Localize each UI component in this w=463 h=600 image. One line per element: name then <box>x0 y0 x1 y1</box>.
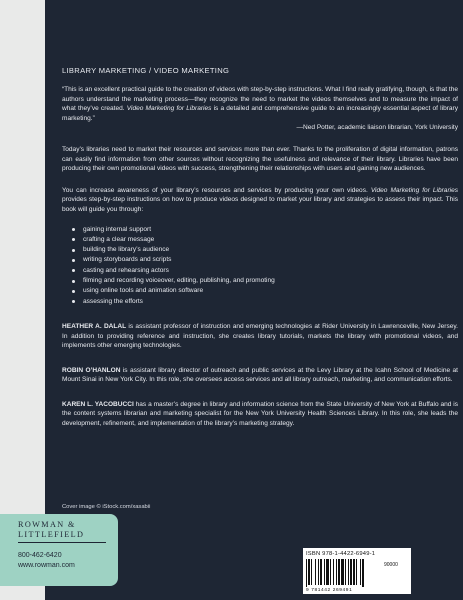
barcode-bar <box>308 559 310 585</box>
barcode-bar <box>338 559 340 585</box>
list-item: using online tools and animation software <box>72 286 458 296</box>
description-paragraph-2 <box>62 186 458 215</box>
barcode-bar <box>315 559 316 585</box>
list-item: writing storyboards and scripts <box>72 255 458 265</box>
author-bio <box>62 400 458 429</box>
topic-list <box>62 225 458 307</box>
barcode-bar <box>311 559 312 585</box>
publisher-box <box>0 514 118 586</box>
barcode-bar <box>345 559 346 585</box>
paragraph-2-text-1: You can increase awareness of your library’s resources and services by producing your own videos. <box>62 186 371 194</box>
barcode-bar <box>326 559 329 585</box>
cover-text <box>62 66 458 429</box>
category-label: LIBRARY MARKETING / VIDEO MARKETING <box>62 66 230 75</box>
publisher-url: www.rowman.com <box>18 562 75 569</box>
publisher-logo-line-1: ROWMAN & <box>18 520 76 529</box>
barcode-bar <box>330 559 331 585</box>
barcode-bar <box>341 559 344 585</box>
barcode-bar <box>336 559 337 585</box>
author-bio-text: has a master’s degree in library and information science from the State University of New York at Buffalo and is the content systems librarian and marketing specialist for the New York University Health Sciences Library. In this role, she leads the development, refinement, and implementation of the library’s marketing strategy. <box>62 400 458 428</box>
barcode-bar <box>333 559 334 585</box>
paragraph-2-text-2: provides step-by-step instructions on how to produce videos designed to market your library and strategies to assess their impact. This book will guide you through: <box>62 196 458 213</box>
paragraph-2-book-title: Video Marketing for Libraries <box>370 186 458 194</box>
quote-attribution: —Ned Potter, academic liaison librarian, York University <box>296 124 458 132</box>
price-code: 90000 <box>384 562 398 568</box>
dark-panel <box>45 0 463 600</box>
barcode-bar <box>353 559 355 585</box>
quote-text-2: is a detailed and comprehensive guide to an increasingly essential aspect of library marketing.” <box>62 105 458 122</box>
barcode-bar <box>360 559 361 585</box>
list-item: crafting a clear message <box>72 235 458 245</box>
publisher-divider <box>18 542 106 543</box>
barcode-bar <box>320 559 322 585</box>
barcode-bar <box>324 559 325 585</box>
barcode-bar <box>306 559 307 587</box>
list-item: building the library’s audience <box>72 245 458 255</box>
barcode-bar <box>356 559 357 585</box>
description-paragraph-1: Today’s libraries need to market their resources and services more than ever. Thanks to the proliferation of digital information, patrons can easily find information from other sources without recognizing the usefulness and relevance of their library. Libraries have been producing their own promotional videos with success, strengthening their relationships with users and gaining new audiences. <box>62 145 458 173</box>
author-bio-text: is assistant library director of outreach and public services at the Levy Library at the Icahn School of Medicine at Mount Sinai in New York City. In this role, she oversees access services and all library outreach, marketing, and communication efforts. <box>62 366 458 384</box>
author-name: KAREN L. YACOBUCCI <box>62 400 134 408</box>
publisher-phone: 800-462-6420 <box>18 552 62 559</box>
barcode-bar <box>318 559 319 585</box>
barcode-bar <box>348 559 349 585</box>
isbn-label: ISBN 978-1-4422-6949-1 <box>306 551 376 557</box>
barcode-icon <box>306 559 382 587</box>
author-name: HEATHER A. DALAL <box>62 322 127 330</box>
quote-text-1: “This is an excellent practical guide to the creation of videos with step-by-step instructions. What I find really gratifying, though, is that the authors understand the marketing process—they recognize the need to market the videos themselves and to measure the impact of what they’ve created. <box>62 86 458 113</box>
quote-book-title: Video Marketing for Libraries <box>126 105 212 113</box>
author-bio-text: is assistant professor of instruction and emerging technologies at Rider University in Lawrenceville, New Jersey. In addition to providing reference and instruction, she creates library tutorials, markets the library with promotional videos, and implements other emerging technologies. <box>62 322 458 350</box>
author-bio <box>62 366 458 385</box>
barcode-bar <box>350 559 352 585</box>
list-item: casting and rehearsing actors <box>72 266 458 276</box>
list-item: assessing the efforts <box>72 297 458 307</box>
author-bio <box>62 322 458 351</box>
endorsement-quote <box>62 85 458 123</box>
list-item: filming and recording voiceover, editing, publishing, and promoting <box>72 276 458 286</box>
cover-image-credit: Cover image © iStock.com/xasabii <box>62 504 151 510</box>
list-item: gaining internal support <box>72 225 458 235</box>
barcode-bar <box>362 559 364 587</box>
publisher-logo-line-2: LITTLEFIELD <box>18 530 85 539</box>
author-name: ROBIN O’HANLON <box>62 366 121 374</box>
barcode-digits: 9 781442 269491 <box>306 588 353 593</box>
